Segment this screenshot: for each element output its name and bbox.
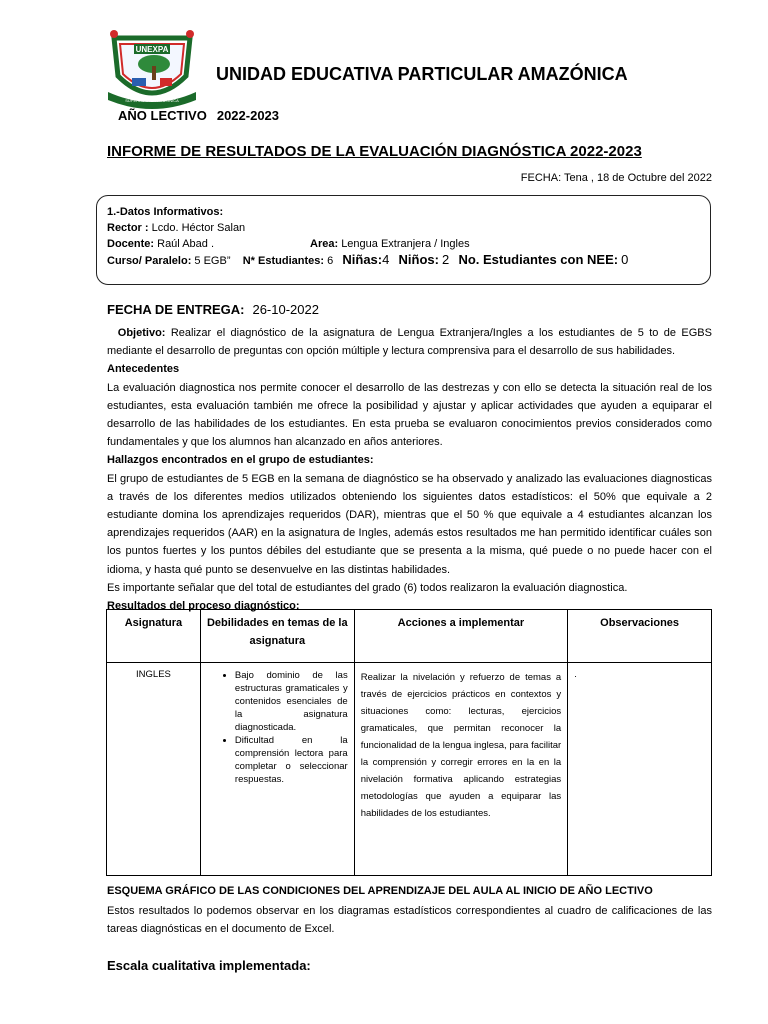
- nee-value: 0: [621, 252, 629, 267]
- school-year: [118, 108, 279, 123]
- table-header: Observaciones: [568, 610, 712, 663]
- school-logo: [104, 16, 200, 112]
- table-header: Asignatura: [107, 610, 201, 663]
- docente-value: Raúl Abad .: [157, 238, 214, 250]
- hallazgos-text: El grupo de estudiantes de 5 EGB en la semana de diagnóstico se ha observado y analizado las evaluaciones diagnosticas a través de los diferentes medios utilizados obteniendo los siguientes datos estadísticos: el 50% que equivale a 2 estudiante domina los aprendizajes requeridos (DAR), mientras que el 50 % que equivale a 4 estudiantes alcanzan los aprendizajes requeridos (AAR) en la asignatura de Ingles, además estos resultados me han permitido identificar cuáles son los puntos fuertes y los puntos débiles del estudiante que se presenta a la misma, qué puede o no puede hacer con el idioma, y hasta qué punto se desenvuelve en las distintas habilidades.: [107, 472, 712, 576]
- year-value: 2022-2023: [216, 108, 280, 123]
- ninas-value: 4: [382, 252, 390, 267]
- rector-label: Rector :: [107, 222, 149, 234]
- delivery-value: 26-10-2022: [252, 302, 319, 317]
- nee-label: No. Estudiantes con NEE:: [458, 252, 619, 267]
- escala-heading: Escala cualitativa implementada:: [107, 958, 311, 973]
- year-label: AÑO LECTIVO: [118, 108, 207, 123]
- report-body: [107, 324, 712, 615]
- ninas-label: Niñas:: [342, 252, 383, 267]
- ninos-label: Niños:: [398, 252, 439, 267]
- area-label: Area:: [310, 238, 339, 250]
- antecedentes-heading: Antecedentes: [107, 363, 180, 376]
- delivery-label: FECHA DE ENTREGA:: [107, 302, 245, 317]
- antecedentes-text: La evaluación diagnostica nos permite conocer el desarrollo de las destrezas y con ello se detecta la situación real de los estudiantes, esta evaluación también me ofrece la posibilidad y ajustar y aplicar actividades que ayuden a equiparar el desarrollo de las habilidades de los estudiantes. En esta prueba se evaluaron conocimientos previos considerados como fundamentales y que los alumnos han alcanzado en años anteriores.: [107, 381, 712, 449]
- rector-value: Lcdo. Héctor Salan: [151, 222, 246, 234]
- school-name: UNIDAD EDUCATIVA PARTICULAR AMAZÓNICA: [216, 64, 628, 84]
- objetivo-paragraph: [107, 324, 712, 360]
- table-row: [107, 663, 712, 876]
- esquema-heading: ESQUEMA GRÁFICO DE LAS CONDICIONES DEL APRENDIZAJE DEL AULA AL INICIO DE AÑO LECTIVO: [107, 885, 653, 897]
- cell-observaciones: .: [568, 663, 712, 876]
- esquema-text: Estos resultados lo podemos observar en los diagramas estadísticos correspondientes al cuadro de calificaciones de las tareas diagnósticas en el documento de Excel.: [107, 905, 712, 935]
- results-table: [106, 609, 712, 876]
- report-title: INFORME DE RESULTADOS DE LA EVALUACIÓN DIAGNÓSTICA 2022-2023: [107, 143, 642, 160]
- objetivo-label: Objetivo:: [117, 327, 166, 339]
- info-box: [96, 195, 711, 285]
- docente-label: Docente:: [107, 238, 155, 250]
- objetivo-text: Realizar el diagnóstico de la asignatura de Lengua Extranjera/Ingles a los estudiantes de 5 to de EGBS mediante el desarrollo de preguntas con opción múltiple y lectura comprensiva para el desarrollo de sus habilidades.: [107, 327, 712, 358]
- hallazgos-text-2: Es importante señalar que del total de estudiantes del grado (6) todos realizaron la evaluación diagnostica.: [107, 581, 628, 594]
- report-date: FECHA: Tena , 18 de Octubre del 2022: [520, 172, 712, 184]
- table-header: Debilidades en temas de la asignatura: [200, 610, 354, 663]
- list-item: • Dificultad en la comprensión lectora para completar o seleccionar respuestas.: [235, 734, 348, 786]
- delivery-date: [107, 302, 319, 317]
- cell-asignatura: INGLES: [107, 663, 201, 876]
- ninos-value: 2: [442, 252, 450, 267]
- estudiantes-value: 6: [327, 255, 334, 267]
- curso-label: Curso/ Paralelo:: [107, 255, 192, 267]
- resultados-heading: Resultados del proceso diagnóstico:: [107, 600, 300, 613]
- cell-acciones: Realizar la nivelación y refuerzo de temas a través de ejercicios prácticos en contextos y situaciones como: lecturas, ejercicios gramaticales, que permitan reconocer la funcionalidad de la lengua inglesa, para facilitar la comprensión y corregir errores en la en la nivelación formativa aplicando estrategias metodologías que ayuden a equiparar las habilidades de los estudiantes.: [354, 663, 567, 876]
- curso-value: 5 EGB”: [194, 255, 231, 267]
- hallazgos-heading: Hallazgos encontrados en el grupo de estudiantes:: [107, 454, 374, 467]
- table-header: Acciones a implementar: [354, 610, 567, 663]
- area-value: Lengua Extranjera / Ingles: [341, 238, 470, 250]
- svg-text:SUPERACION · AMAZONICA: SUPERACION · AMAZONICA: [125, 98, 179, 103]
- info-heading: 1.-Datos Informativos:: [107, 206, 224, 218]
- estudiantes-label: N* Estudiantes:: [242, 255, 325, 267]
- cell-debilidades: [200, 663, 354, 876]
- svg-text:UNEXPA: UNEXPA: [135, 45, 169, 54]
- table-header-row: [107, 610, 712, 663]
- list-item: • Bajo dominio de las estructuras gramaticales y contenidos esenciales de la asignatura diagnosticada.: [235, 669, 348, 734]
